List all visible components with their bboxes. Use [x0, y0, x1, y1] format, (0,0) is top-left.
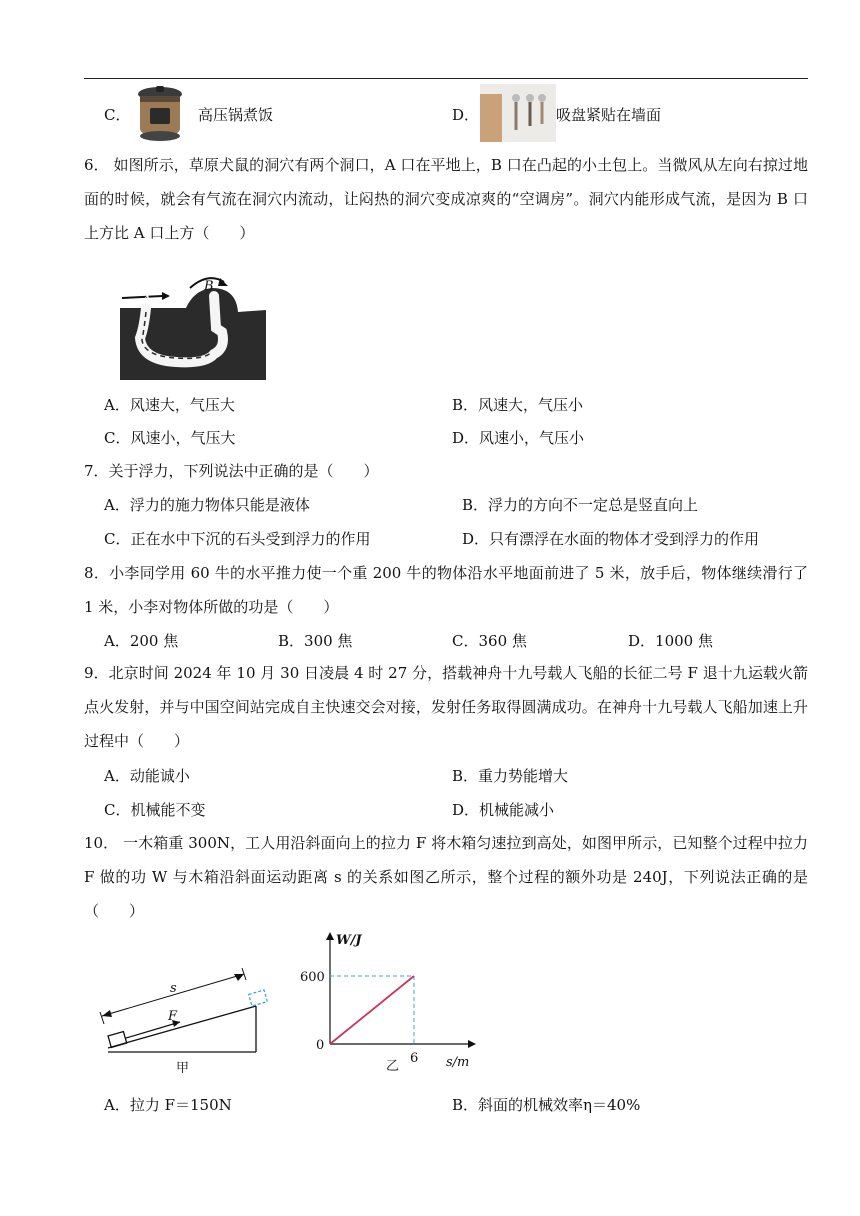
q9-option-b: B．重力势能增大 — [452, 767, 569, 785]
q7-option-a: A．浮力的施力物体只能是液体 — [104, 496, 310, 514]
q10-stem: 10． 一木箱重 300N，工人用沿斜面向上的拉力 F 将木箱匀速拉到高处，如图甲所示，已知整个过程中拉力 F 做的功 W 与木箱沿斜面运动距离 s 的关系如图乙所示，整个过程的额外功是 240J，下列说法正确的是（ ） — [84, 834, 808, 920]
q9-option-a: A．动能诚小 — [104, 767, 190, 785]
q5-option-d-letter: D． — [452, 106, 480, 124]
y-axis-label: W/J — [336, 933, 362, 948]
q6-label-a: A — [142, 293, 152, 308]
pressure-cooker-image — [132, 84, 188, 144]
x-axis-label: s/m — [446, 1055, 470, 1070]
q5-option-d-text: 吸盘紧贴在墙面 — [556, 106, 662, 124]
q9-stem: 9．北京时间 2024 年 10 月 30 日凌晨 4 时 27 分，搭载神舟十九号载人飞船的长征二号 F 退十九运载火箭点火发射，并与中国空间站完成自主快速交会对接，发射任务取得圆满成功。在神舟十九号载人飞船加速上升过程中（ ） — [84, 664, 808, 750]
q10-work-distance-chart — [298, 928, 480, 1078]
q7-stem: 7．关于浮力，下列说法中正确的是（ ） — [84, 462, 379, 480]
q5-option-c-letter: C． — [104, 106, 131, 124]
q10-jia-f-label: F — [168, 1009, 178, 1024]
q6-option-b: B．风速大，气压小 — [452, 396, 584, 414]
yi-caption: 乙 — [386, 1059, 400, 1074]
q8-option-c: C．360 焦 — [452, 632, 527, 650]
q6-option-a: A．风速大，气压大 — [104, 396, 235, 414]
work-series-line — [330, 976, 414, 1044]
q9-option-d: D．机械能减小 — [452, 801, 555, 819]
origin-label: 0 — [316, 1038, 325, 1053]
q6-stem: 6． 如图所示，草原犬鼠的洞穴有两个洞口，A 口在平地上，B 口在凸起的小土包上。当微风从左向右掠过地面的时候，就会有气流在洞穴内流动，让闷热的洞穴变成凉爽的“空调房”。洞穴内能形成气流，是因为 B 口上方比 A 口上方（ ） — [84, 156, 808, 242]
x-tick-label: 6 — [410, 1051, 419, 1066]
q7-option-c: C．正在水中下沉的石头受到浮力的作用 — [104, 530, 371, 548]
q6-option-c: C．风速小，气压大 — [104, 429, 236, 447]
q6-option-d: D．风速小，气压小 — [452, 429, 585, 447]
q6-label-b: B — [204, 279, 214, 294]
q5-option-c-text: 高压锅煮饭 — [198, 106, 274, 124]
q8-stem: 8．小李同学用 60 牛的水平推力使一个重 200 牛的物体沿水平地面前进了 5 米，放手后，物体继续滑行了 1 米，小李对物体所做的功是（ ） — [84, 564, 808, 616]
x-axis-arrow — [468, 1040, 476, 1048]
q10-option-a: A．拉力 F＝150N — [104, 1096, 232, 1114]
q8-option-d: D．1000 焦 — [628, 632, 713, 650]
q10-jia-s-label: s — [170, 981, 177, 996]
header-rule — [84, 78, 808, 79]
q10-jia-caption: 甲 — [176, 1061, 190, 1076]
suction-cup-wall-image — [480, 84, 556, 142]
y-axis-arrow — [326, 932, 334, 940]
q7-option-b: B．浮力的方向不一定总是竖直向上 — [462, 496, 699, 514]
y-tick-label: 600 — [300, 970, 325, 985]
q8-option-b: B．300 焦 — [278, 632, 353, 650]
q7-option-d: D．只有漂浮在水面的物体才受到浮力的作用 — [462, 530, 760, 548]
q9-option-c: C．机械能不变 — [104, 801, 206, 819]
q10-option-b: B．斜面的机械效率η＝40% — [452, 1096, 641, 1114]
q10-incline-figure — [96, 944, 276, 1080]
q8-option-a: A．200 焦 — [104, 632, 179, 650]
q6-burrow-figure — [116, 268, 268, 384]
